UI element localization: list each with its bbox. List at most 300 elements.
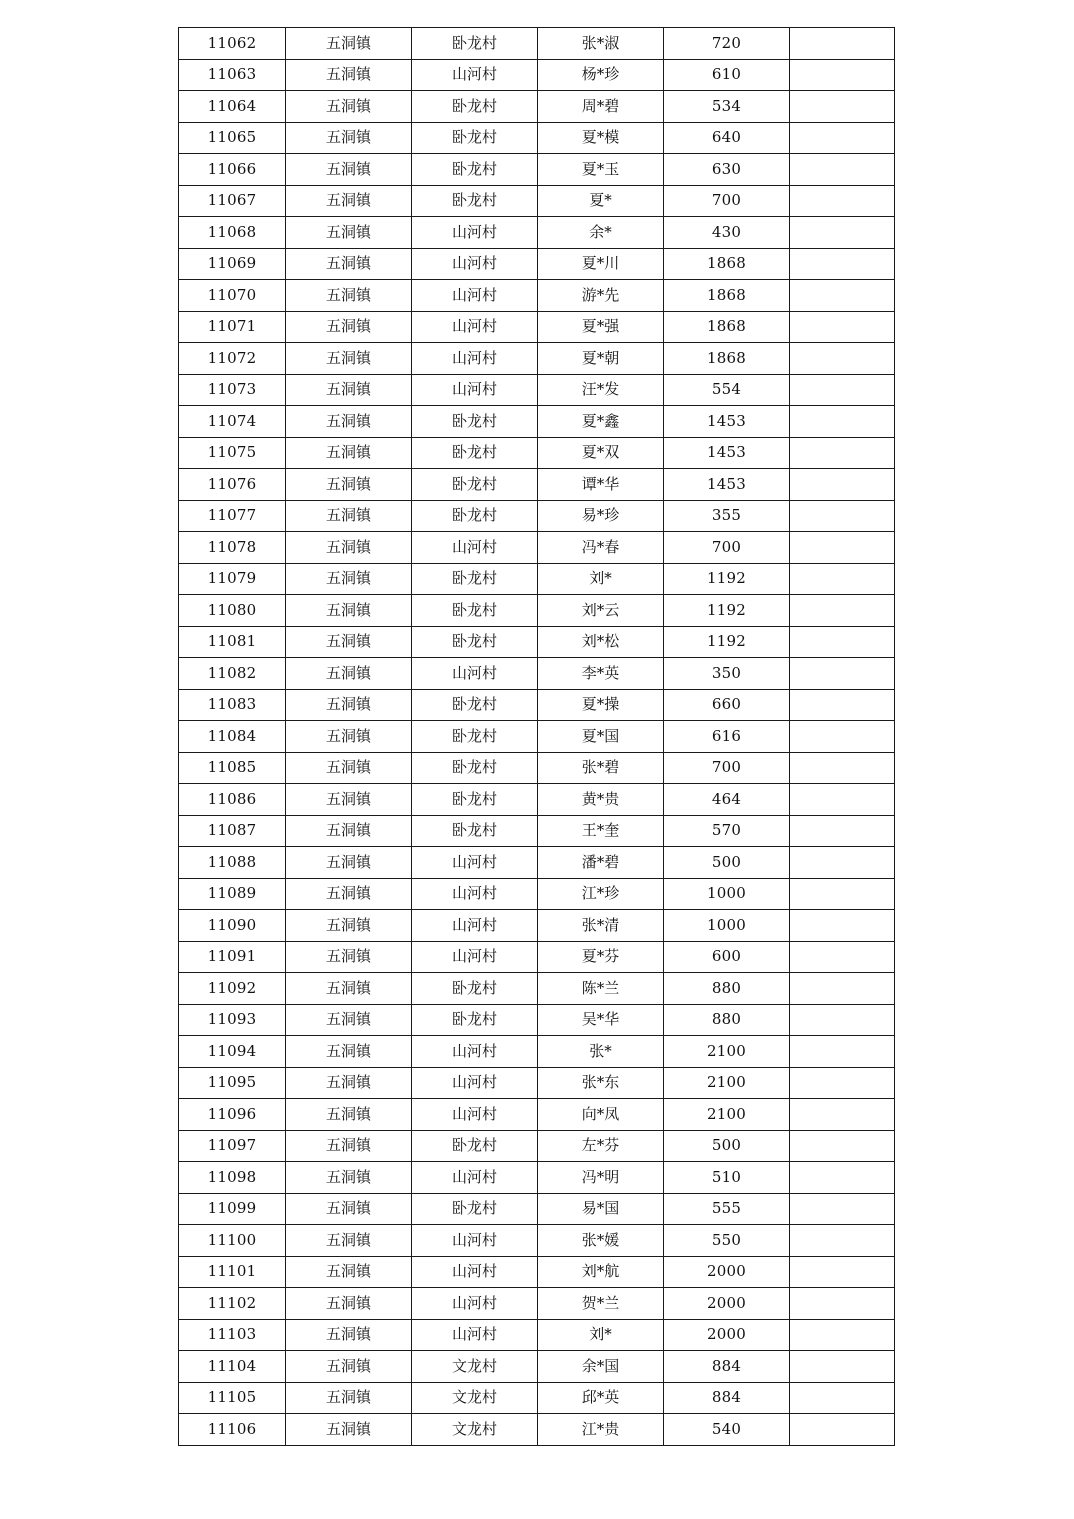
cell-note [790, 374, 895, 406]
cell-town: 五洞镇 [286, 311, 412, 343]
cell-serial-number: 11101 [179, 1256, 286, 1288]
cell-note [790, 1004, 895, 1036]
table-row [179, 910, 895, 942]
cell-person-name: 吴*华 [538, 1004, 664, 1036]
cell-note [790, 1099, 895, 1131]
cell-town: 五洞镇 [286, 1319, 412, 1351]
table-row [179, 658, 895, 690]
cell-amount: 1868 [664, 311, 790, 343]
cell-village: 山河村 [412, 1067, 538, 1099]
cell-village: 卧龙村 [412, 784, 538, 816]
cell-town: 五洞镇 [286, 343, 412, 375]
cell-amount: 700 [664, 185, 790, 217]
cell-note [790, 406, 895, 438]
cell-town: 五洞镇 [286, 280, 412, 312]
cell-person-name: 潘*碧 [538, 847, 664, 879]
cell-note [790, 1351, 895, 1383]
cell-note [790, 217, 895, 249]
cell-village: 山河村 [412, 248, 538, 280]
cell-person-name: 易*珍 [538, 500, 664, 532]
table-row [179, 122, 895, 154]
cell-amount: 1192 [664, 563, 790, 595]
table-row [179, 721, 895, 753]
cell-town: 五洞镇 [286, 122, 412, 154]
cell-town: 五洞镇 [286, 595, 412, 627]
table-row [179, 248, 895, 280]
table-row [179, 689, 895, 721]
cell-village: 山河村 [412, 1036, 538, 1068]
cell-village: 山河村 [412, 217, 538, 249]
cell-note [790, 1193, 895, 1225]
cell-town: 五洞镇 [286, 1067, 412, 1099]
cell-village: 山河村 [412, 343, 538, 375]
cell-village: 卧龙村 [412, 122, 538, 154]
table-row [179, 28, 895, 60]
cell-note [790, 28, 895, 60]
cell-amount: 500 [664, 1130, 790, 1162]
cell-serial-number: 11084 [179, 721, 286, 753]
cell-person-name: 夏*操 [538, 689, 664, 721]
cell-note [790, 185, 895, 217]
cell-serial-number: 11106 [179, 1414, 286, 1446]
cell-town: 五洞镇 [286, 563, 412, 595]
cell-amount: 1453 [664, 406, 790, 438]
cell-amount: 1868 [664, 248, 790, 280]
cell-village: 卧龙村 [412, 626, 538, 658]
cell-person-name: 左*芬 [538, 1130, 664, 1162]
table-row [179, 973, 895, 1005]
table-row [179, 1099, 895, 1131]
cell-person-name: 陈*兰 [538, 973, 664, 1005]
cell-serial-number: 11085 [179, 752, 286, 784]
cell-person-name: 夏*玉 [538, 154, 664, 186]
table-row [179, 1319, 895, 1351]
table-row [179, 1130, 895, 1162]
cell-serial-number: 11064 [179, 91, 286, 123]
cell-village: 卧龙村 [412, 185, 538, 217]
table-row [179, 311, 895, 343]
cell-amount: 555 [664, 1193, 790, 1225]
cell-village: 山河村 [412, 658, 538, 690]
cell-town: 五洞镇 [286, 1288, 412, 1320]
cell-note [790, 815, 895, 847]
cell-town: 五洞镇 [286, 248, 412, 280]
cell-serial-number: 11094 [179, 1036, 286, 1068]
table-row [179, 406, 895, 438]
cell-note [790, 658, 895, 690]
cell-amount: 1192 [664, 595, 790, 627]
table-row [179, 1382, 895, 1414]
cell-person-name: 夏*川 [538, 248, 664, 280]
cell-person-name: 夏*强 [538, 311, 664, 343]
cell-serial-number: 11092 [179, 973, 286, 1005]
table-row [179, 500, 895, 532]
cell-note [790, 59, 895, 91]
cell-serial-number: 11068 [179, 217, 286, 249]
cell-village: 文龙村 [412, 1382, 538, 1414]
table-row [179, 1036, 895, 1068]
cell-serial-number: 11096 [179, 1099, 286, 1131]
cell-serial-number: 11088 [179, 847, 286, 879]
cell-person-name: 易*国 [538, 1193, 664, 1225]
cell-person-name: 张*清 [538, 910, 664, 942]
cell-village: 卧龙村 [412, 500, 538, 532]
cell-person-name: 王*奎 [538, 815, 664, 847]
cell-serial-number: 11078 [179, 532, 286, 564]
cell-serial-number: 11099 [179, 1193, 286, 1225]
cell-serial-number: 11090 [179, 910, 286, 942]
cell-serial-number: 11066 [179, 154, 286, 186]
cell-village: 卧龙村 [412, 154, 538, 186]
cell-note [790, 626, 895, 658]
cell-village: 卧龙村 [412, 91, 538, 123]
cell-serial-number: 11065 [179, 122, 286, 154]
cell-serial-number: 11087 [179, 815, 286, 847]
table-row [179, 374, 895, 406]
cell-village: 山河村 [412, 374, 538, 406]
cell-note [790, 343, 895, 375]
table-row [179, 280, 895, 312]
cell-person-name: 游*先 [538, 280, 664, 312]
cell-serial-number: 11079 [179, 563, 286, 595]
cell-village: 卧龙村 [412, 563, 538, 595]
cell-serial-number: 11074 [179, 406, 286, 438]
cell-village: 山河村 [412, 878, 538, 910]
cell-amount: 2100 [664, 1099, 790, 1131]
table-row [179, 154, 895, 186]
cell-amount: 660 [664, 689, 790, 721]
table-row [179, 563, 895, 595]
cell-person-name: 余* [538, 217, 664, 249]
cell-note [790, 1256, 895, 1288]
cell-person-name: 夏*鑫 [538, 406, 664, 438]
cell-note [790, 469, 895, 501]
cell-town: 五洞镇 [286, 469, 412, 501]
cell-town: 五洞镇 [286, 59, 412, 91]
cell-person-name: 夏* [538, 185, 664, 217]
cell-note [790, 1288, 895, 1320]
cell-amount: 616 [664, 721, 790, 753]
table-row [179, 437, 895, 469]
table-row [179, 1004, 895, 1036]
cell-village: 山河村 [412, 941, 538, 973]
cell-town: 五洞镇 [286, 1130, 412, 1162]
cell-person-name: 江*珍 [538, 878, 664, 910]
cell-person-name: 刘*航 [538, 1256, 664, 1288]
cell-village: 卧龙村 [412, 752, 538, 784]
table-row [179, 847, 895, 879]
cell-village: 文龙村 [412, 1414, 538, 1446]
cell-person-name: 夏*模 [538, 122, 664, 154]
cell-amount: 640 [664, 122, 790, 154]
cell-amount: 700 [664, 532, 790, 564]
cell-amount: 1000 [664, 878, 790, 910]
cell-person-name: 张*淑 [538, 28, 664, 60]
table-row [179, 532, 895, 564]
cell-amount: 1868 [664, 343, 790, 375]
cell-note [790, 1162, 895, 1194]
cell-person-name: 江*贵 [538, 1414, 664, 1446]
cell-serial-number: 11069 [179, 248, 286, 280]
table-row [179, 1414, 895, 1446]
cell-amount: 630 [664, 154, 790, 186]
table-row [179, 469, 895, 501]
cell-town: 五洞镇 [286, 721, 412, 753]
cell-note [790, 280, 895, 312]
cell-note [790, 1067, 895, 1099]
cell-town: 五洞镇 [286, 941, 412, 973]
cell-village: 卧龙村 [412, 1193, 538, 1225]
cell-amount: 1868 [664, 280, 790, 312]
cell-person-name: 黄*贵 [538, 784, 664, 816]
table-row [179, 1256, 895, 1288]
cell-town: 五洞镇 [286, 91, 412, 123]
cell-note [790, 847, 895, 879]
cell-village: 山河村 [412, 1225, 538, 1257]
cell-serial-number: 11082 [179, 658, 286, 690]
cell-town: 五洞镇 [286, 973, 412, 1005]
cell-town: 五洞镇 [286, 154, 412, 186]
table-body [179, 28, 895, 1446]
cell-town: 五洞镇 [286, 910, 412, 942]
table-row [179, 185, 895, 217]
cell-serial-number: 11095 [179, 1067, 286, 1099]
cell-serial-number: 11075 [179, 437, 286, 469]
cell-amount: 880 [664, 1004, 790, 1036]
cell-town: 五洞镇 [286, 1004, 412, 1036]
cell-village: 卧龙村 [412, 815, 538, 847]
cell-serial-number: 11070 [179, 280, 286, 312]
cell-amount: 600 [664, 941, 790, 973]
cell-person-name: 夏*朝 [538, 343, 664, 375]
cell-person-name: 夏*国 [538, 721, 664, 753]
cell-village: 卧龙村 [412, 721, 538, 753]
cell-amount: 610 [664, 59, 790, 91]
cell-person-name: 夏*芬 [538, 941, 664, 973]
cell-town: 五洞镇 [286, 1256, 412, 1288]
cell-person-name: 邱*英 [538, 1382, 664, 1414]
table-row [179, 752, 895, 784]
cell-note [790, 1382, 895, 1414]
cell-person-name: 张* [538, 1036, 664, 1068]
cell-amount: 1192 [664, 626, 790, 658]
cell-village: 卧龙村 [412, 973, 538, 1005]
cell-note [790, 1225, 895, 1257]
cell-person-name: 刘* [538, 563, 664, 595]
cell-town: 五洞镇 [286, 185, 412, 217]
cell-amount: 550 [664, 1225, 790, 1257]
cell-amount: 534 [664, 91, 790, 123]
table-row [179, 941, 895, 973]
cell-amount: 540 [664, 1414, 790, 1446]
cell-person-name: 杨*珍 [538, 59, 664, 91]
table-row [179, 1351, 895, 1383]
cell-village: 卧龙村 [412, 406, 538, 438]
cell-village: 卧龙村 [412, 437, 538, 469]
cell-person-name: 谭*华 [538, 469, 664, 501]
cell-person-name: 刘*松 [538, 626, 664, 658]
cell-town: 五洞镇 [286, 1225, 412, 1257]
table-row [179, 784, 895, 816]
cell-town: 五洞镇 [286, 815, 412, 847]
cell-village: 文龙村 [412, 1351, 538, 1383]
table-row [179, 91, 895, 123]
cell-amount: 570 [664, 815, 790, 847]
cell-note [790, 532, 895, 564]
cell-amount: 2100 [664, 1036, 790, 1068]
cell-village: 山河村 [412, 59, 538, 91]
cell-person-name: 汪*发 [538, 374, 664, 406]
cell-serial-number: 11086 [179, 784, 286, 816]
cell-village: 卧龙村 [412, 469, 538, 501]
cell-town: 五洞镇 [286, 658, 412, 690]
cell-person-name: 李*英 [538, 658, 664, 690]
table-row [179, 1225, 895, 1257]
cell-town: 五洞镇 [286, 28, 412, 60]
cell-town: 五洞镇 [286, 784, 412, 816]
cell-serial-number: 11102 [179, 1288, 286, 1320]
cell-person-name: 冯*明 [538, 1162, 664, 1194]
cell-note [790, 784, 895, 816]
cell-amount: 355 [664, 500, 790, 532]
cell-note [790, 500, 895, 532]
cell-town: 五洞镇 [286, 1193, 412, 1225]
cell-serial-number: 11081 [179, 626, 286, 658]
table-row [179, 815, 895, 847]
cell-person-name: 张*东 [538, 1067, 664, 1099]
cell-amount: 510 [664, 1162, 790, 1194]
cell-town: 五洞镇 [286, 1414, 412, 1446]
cell-note [790, 122, 895, 154]
cell-town: 五洞镇 [286, 1351, 412, 1383]
cell-amount: 2000 [664, 1256, 790, 1288]
cell-village: 山河村 [412, 280, 538, 312]
cell-person-name: 刘* [538, 1319, 664, 1351]
cell-town: 五洞镇 [286, 1162, 412, 1194]
cell-serial-number: 11077 [179, 500, 286, 532]
table-row [179, 217, 895, 249]
cell-village: 山河村 [412, 311, 538, 343]
cell-note [790, 437, 895, 469]
cell-village: 卧龙村 [412, 28, 538, 60]
table-row [179, 1288, 895, 1320]
cell-note [790, 1036, 895, 1068]
cell-amount: 700 [664, 752, 790, 784]
cell-note [790, 1130, 895, 1162]
cell-serial-number: 11071 [179, 311, 286, 343]
cell-note [790, 595, 895, 627]
cell-serial-number: 11067 [179, 185, 286, 217]
cell-note [790, 752, 895, 784]
cell-note [790, 878, 895, 910]
cell-person-name: 向*凤 [538, 1099, 664, 1131]
cell-note [790, 910, 895, 942]
table-row [179, 1067, 895, 1099]
cell-note [790, 563, 895, 595]
cell-serial-number: 11063 [179, 59, 286, 91]
table-row [179, 626, 895, 658]
cell-village: 卧龙村 [412, 1130, 538, 1162]
cell-amount: 720 [664, 28, 790, 60]
cell-serial-number: 11089 [179, 878, 286, 910]
cell-town: 五洞镇 [286, 847, 412, 879]
cell-town: 五洞镇 [286, 500, 412, 532]
cell-amount: 464 [664, 784, 790, 816]
cell-village: 山河村 [412, 1256, 538, 1288]
cell-amount: 500 [664, 847, 790, 879]
cell-town: 五洞镇 [286, 374, 412, 406]
cell-note [790, 973, 895, 1005]
cell-amount: 2100 [664, 1067, 790, 1099]
cell-person-name: 夏*双 [538, 437, 664, 469]
cell-village: 山河村 [412, 1288, 538, 1320]
cell-amount: 884 [664, 1351, 790, 1383]
cell-village: 山河村 [412, 910, 538, 942]
cell-serial-number: 11105 [179, 1382, 286, 1414]
cell-note [790, 154, 895, 186]
cell-village: 山河村 [412, 1162, 538, 1194]
table-row [179, 1193, 895, 1225]
cell-amount: 430 [664, 217, 790, 249]
cell-serial-number: 11062 [179, 28, 286, 60]
cell-amount: 2000 [664, 1319, 790, 1351]
cell-village: 卧龙村 [412, 689, 538, 721]
cell-serial-number: 11097 [179, 1130, 286, 1162]
cell-serial-number: 11091 [179, 941, 286, 973]
cell-town: 五洞镇 [286, 1036, 412, 1068]
cell-serial-number: 11100 [179, 1225, 286, 1257]
cell-serial-number: 11103 [179, 1319, 286, 1351]
cell-town: 五洞镇 [286, 1382, 412, 1414]
table-row [179, 1162, 895, 1194]
cell-town: 五洞镇 [286, 689, 412, 721]
cell-serial-number: 11076 [179, 469, 286, 501]
cell-village: 山河村 [412, 1319, 538, 1351]
cell-person-name: 张*媛 [538, 1225, 664, 1257]
cell-amount: 554 [664, 374, 790, 406]
cell-serial-number: 11083 [179, 689, 286, 721]
cell-serial-number: 11098 [179, 1162, 286, 1194]
cell-serial-number: 11093 [179, 1004, 286, 1036]
cell-town: 五洞镇 [286, 626, 412, 658]
cell-village: 卧龙村 [412, 1004, 538, 1036]
cell-amount: 1000 [664, 910, 790, 942]
cell-note [790, 91, 895, 123]
cell-town: 五洞镇 [286, 1099, 412, 1131]
table-row [179, 878, 895, 910]
cell-note [790, 1414, 895, 1446]
cell-note [790, 689, 895, 721]
cell-person-name: 周*碧 [538, 91, 664, 123]
cell-amount: 1453 [664, 437, 790, 469]
cell-village: 卧龙村 [412, 595, 538, 627]
cell-village: 山河村 [412, 1099, 538, 1131]
cell-person-name: 刘*云 [538, 595, 664, 627]
cell-amount: 2000 [664, 1288, 790, 1320]
cell-serial-number: 11072 [179, 343, 286, 375]
cell-serial-number: 11080 [179, 595, 286, 627]
cell-town: 五洞镇 [286, 406, 412, 438]
cell-note [790, 1319, 895, 1351]
table-row [179, 343, 895, 375]
cell-note [790, 941, 895, 973]
cell-note [790, 721, 895, 753]
data-table [178, 27, 895, 1446]
cell-village: 山河村 [412, 532, 538, 564]
table-row [179, 59, 895, 91]
cell-note [790, 248, 895, 280]
cell-amount: 884 [664, 1382, 790, 1414]
